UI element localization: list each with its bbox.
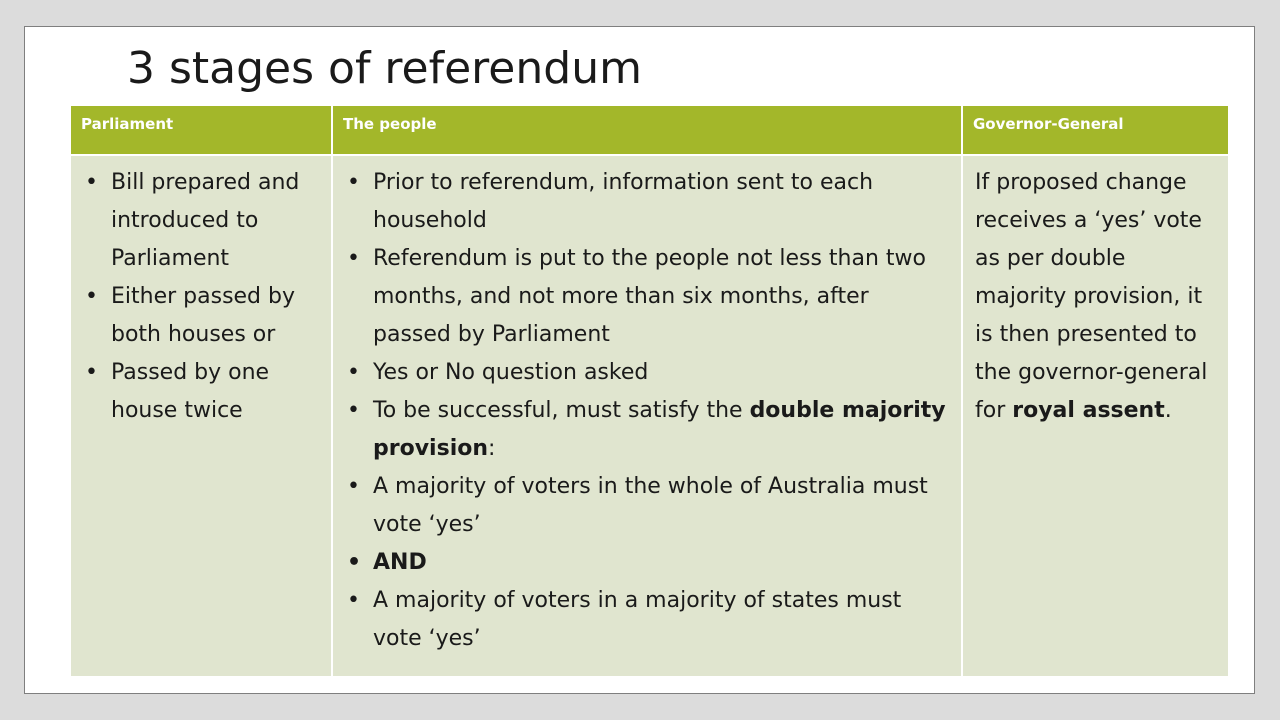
list-item-punctuation: : [488, 436, 496, 461]
list-item [345, 392, 949, 468]
stages-table [71, 106, 1228, 676]
list-item: • A majority of voters in a majority of states must vote ‘yes’ [345, 582, 949, 658]
paragraph-text: If proposed change receives a ‘yes’ vote as per double majority provision, it is then presented to the governor-general for [975, 170, 1208, 423]
list-item: • A majority of voters in the whole of Australia must vote ‘yes’ [345, 468, 949, 544]
header-the-people: The people [333, 106, 963, 156]
list-item: • AND [345, 544, 949, 582]
list-item: • Passed by one house twice [83, 354, 319, 430]
slide [24, 26, 1255, 694]
list-item-text: To be successful, must satisfy the [373, 398, 750, 423]
parliament-list [83, 164, 319, 430]
governor-general-cell [963, 156, 1228, 676]
list-item: • Referendum is put to the people not less than two months, and not more than six months, after passed by Parliament [345, 240, 949, 354]
list-item: • Either passed by both houses or [83, 278, 319, 354]
list-item: • Bill prepared and introduced to Parliament [83, 164, 319, 278]
list-item: • Yes or No question asked [345, 354, 949, 392]
slide-title: 3 stages of referendum [127, 43, 642, 94]
paragraph-punctuation: . [1164, 398, 1172, 423]
header-governor-general: Governor-General [963, 106, 1228, 156]
double-majority-term: double majority provision [373, 398, 946, 461]
people-list [345, 164, 949, 658]
parliament-cell [71, 156, 333, 676]
header-parliament: Parliament [71, 106, 333, 156]
governor-general-text [975, 164, 1216, 430]
list-item: • Prior to referendum, information sent to each household [345, 164, 949, 240]
royal-assent-term: royal assent [1012, 398, 1165, 423]
people-cell [333, 156, 963, 676]
